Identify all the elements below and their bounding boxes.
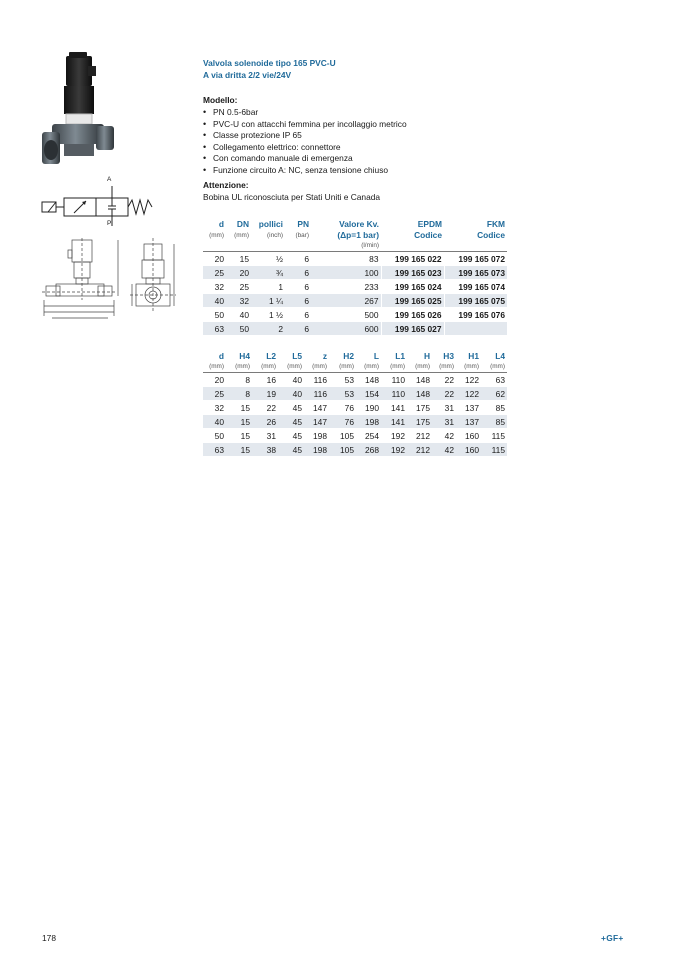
cell: 45: [278, 415, 304, 429]
port-a-label: A: [107, 176, 112, 183]
col-unit: (mm): [432, 362, 456, 373]
cell-code: 199 165 073: [444, 266, 507, 280]
cell: 31: [432, 415, 456, 429]
table-row: [203, 322, 507, 336]
cell: 20: [203, 252, 226, 266]
cell: 25: [203, 266, 226, 280]
cell: 192: [381, 443, 407, 457]
col-header-pn: PN: [297, 219, 309, 229]
col-header-h: H: [423, 351, 430, 361]
cell: 115: [481, 443, 507, 457]
product-title-line1: Valvola solenoide tipo 165 PVC-U: [203, 58, 336, 68]
col-header-kv-sub: (Δp=1 bar): [337, 230, 379, 240]
cell: 148: [356, 373, 381, 387]
order-codes-table: [203, 219, 507, 336]
cell-code: 199 165 027: [381, 322, 444, 336]
table-row: [203, 280, 507, 294]
table-row: [203, 415, 507, 429]
cell: 53: [329, 373, 356, 387]
cell: 45: [278, 401, 304, 415]
cell-code: 199 165 075: [444, 294, 507, 308]
cell-code: 199 165 022: [381, 252, 444, 266]
cell: 6: [285, 252, 311, 266]
cell: 62: [481, 387, 507, 401]
cell: 50: [226, 322, 251, 336]
cell: 6: [285, 266, 311, 280]
cell: 8: [226, 387, 252, 401]
cell: 212: [407, 429, 432, 443]
table-row: [203, 429, 507, 443]
cell: 115: [481, 429, 507, 443]
col-unit: (inch): [267, 232, 283, 239]
cell: 83: [311, 252, 381, 266]
col-unit: (mm): [456, 362, 481, 373]
cell: 15: [226, 252, 251, 266]
col-header-h4: H4: [239, 351, 250, 361]
col-header-h1: H1: [468, 351, 479, 361]
feature-item: • Con comando manuale di emergenza: [203, 153, 407, 165]
cell: 85: [481, 401, 507, 415]
col-unit: (mm): [209, 232, 224, 239]
feature-item: • Funzione circuito A: NC, senza tensione chiuso: [203, 165, 407, 177]
col-unit: (bar): [295, 232, 309, 239]
cell-code: 199 165 023: [381, 266, 444, 280]
cell: 100: [311, 266, 381, 280]
cell: ½: [251, 252, 285, 266]
cell: 19: [252, 387, 278, 401]
cell: 198: [356, 415, 381, 429]
col-unit: (mm): [329, 362, 356, 373]
cell: 40: [203, 415, 226, 429]
cell: 22: [432, 387, 456, 401]
cell: 40: [278, 373, 304, 387]
col-header-d: d: [218, 351, 224, 361]
cell: 6: [285, 308, 311, 322]
cell: 50: [203, 308, 226, 322]
cell: 16: [252, 373, 278, 387]
table-row: [203, 308, 507, 322]
cell: 233: [311, 280, 381, 294]
cell: 15: [226, 443, 252, 457]
valve-photo: [38, 52, 118, 170]
cell: 600: [311, 322, 381, 336]
attention-heading: Attenzione:: [203, 180, 249, 190]
col-header-fkm: FKM: [486, 219, 505, 229]
cell: 116: [304, 387, 329, 401]
table-row: [203, 373, 507, 387]
cell: 147: [304, 401, 329, 415]
cell: 40: [226, 308, 251, 322]
cell: 32: [203, 280, 226, 294]
cell: 110: [381, 387, 407, 401]
cell: 175: [407, 415, 432, 429]
cell: 31: [432, 401, 456, 415]
feature-item: • Collegamento elettrico: connettore: [203, 142, 407, 154]
table-row: [203, 266, 507, 280]
col-header-l: L: [373, 351, 379, 361]
product-title: [203, 58, 336, 81]
dimensions-table: [203, 351, 507, 457]
col-header-z: z: [322, 351, 327, 361]
cell: 122: [456, 373, 481, 387]
port-p-label: P: [107, 220, 112, 227]
cell: 76: [329, 401, 356, 415]
cell: 63: [203, 322, 226, 336]
cell: 190: [356, 401, 381, 415]
cell: 6: [285, 322, 311, 336]
col-header-l4: L4: [495, 351, 505, 361]
feature-item: • PVC-U con attacchi femmina per incollaggio metrico: [203, 119, 407, 131]
cell: 8: [226, 373, 252, 387]
cell: 15: [226, 415, 252, 429]
cell: 160: [456, 429, 481, 443]
attention-text: Bobina UL riconosciuta per Stati Uniti e Canada: [203, 192, 381, 202]
feature-item: • PN 0.5-6bar: [203, 107, 407, 119]
cell-code: 199 165 076: [444, 308, 507, 322]
col-header-l1: L1: [395, 351, 405, 361]
col-unit: (mm): [252, 362, 278, 373]
col-header-epdm-sub: Codice: [414, 230, 442, 240]
cell: 25: [226, 280, 251, 294]
cell: 154: [356, 387, 381, 401]
cell: 110: [381, 373, 407, 387]
col-unit: (mm): [407, 362, 432, 373]
col-header-epdm: EPDM: [417, 219, 442, 229]
cell-code: 199 165 072: [444, 252, 507, 266]
cell: 122: [456, 387, 481, 401]
cell: 26: [252, 415, 278, 429]
table-row: [203, 387, 507, 401]
col-unit: (mm): [234, 232, 249, 239]
cell: 76: [329, 415, 356, 429]
cell: 198: [304, 429, 329, 443]
page-number: 178: [42, 933, 56, 943]
cell: 175: [407, 401, 432, 415]
gf-logo: +GF+: [601, 933, 624, 943]
cell: 40: [203, 294, 226, 308]
col-header-kv: Valore Kv.: [339, 219, 379, 229]
cell: 105: [329, 429, 356, 443]
cell: 147: [304, 415, 329, 429]
valve-symbol-diagram: [38, 176, 158, 232]
col-header-l5: L5: [292, 351, 302, 361]
col-header-h3: H3: [443, 351, 454, 361]
cell: 141: [381, 401, 407, 415]
cell: 137: [456, 401, 481, 415]
cell: 2: [251, 322, 285, 336]
cell: 148: [407, 387, 432, 401]
col-header-dn: DN: [236, 219, 249, 229]
cell: 53: [329, 387, 356, 401]
cell: 20: [203, 373, 226, 387]
cell-code: 199 165 025: [381, 294, 444, 308]
feature-item: • Classe protezione IP 65: [203, 130, 407, 142]
cell: 25: [203, 387, 226, 401]
cell: 6: [285, 280, 311, 294]
cell: 192: [381, 429, 407, 443]
cell: 63: [481, 373, 507, 387]
col-unit: (mm): [381, 362, 407, 373]
cell: 42: [432, 443, 456, 457]
col-unit: (mm): [226, 362, 252, 373]
cell: 50: [203, 429, 226, 443]
product-title-line2: A via dritta 2/2 vie/24V: [203, 69, 292, 80]
cell-code: 199 165 026: [381, 308, 444, 322]
cell: 45: [278, 443, 304, 457]
cell: 268: [356, 443, 381, 457]
cell: 148: [407, 373, 432, 387]
cell: 32: [226, 294, 251, 308]
cell: 32: [203, 401, 226, 415]
cell: 198: [304, 443, 329, 457]
cell: 22: [432, 373, 456, 387]
cell: 1: [251, 280, 285, 294]
cell: 141: [381, 415, 407, 429]
cell: 1 ¼: [251, 294, 285, 308]
table-row: [203, 252, 507, 266]
cell: 116: [304, 373, 329, 387]
dimension-drawing: [38, 236, 180, 324]
col-header-h2: H2: [343, 351, 354, 361]
table-row: [203, 294, 507, 308]
col-unit: (mm): [278, 362, 304, 373]
cell-code: [444, 322, 507, 336]
cell: 20: [226, 266, 251, 280]
cell: 1 ½: [251, 308, 285, 322]
cell: 254: [356, 429, 381, 443]
cell: 85: [481, 415, 507, 429]
cell: 45: [278, 429, 304, 443]
table-row: [203, 401, 507, 415]
cell: 38: [252, 443, 278, 457]
cell: 6: [285, 294, 311, 308]
col-unit: (mm): [356, 362, 381, 373]
cell: 105: [329, 443, 356, 457]
col-header-d: d: [218, 219, 224, 229]
cell: 212: [407, 443, 432, 457]
cell: 40: [278, 387, 304, 401]
col-unit: (mm): [481, 362, 507, 373]
cell: 500: [311, 308, 381, 322]
col-unit: (mm): [203, 362, 226, 373]
cell-code: 199 165 074: [444, 280, 507, 294]
cell: 15: [226, 429, 252, 443]
cell: 31: [252, 429, 278, 443]
col-header-pollici: pollici: [258, 219, 283, 229]
cell: 42: [432, 429, 456, 443]
cell-code: 199 165 024: [381, 280, 444, 294]
cell: 160: [456, 443, 481, 457]
cell: 267: [311, 294, 381, 308]
model-features-list: [203, 107, 407, 176]
cell: 63: [203, 443, 226, 457]
cell: 15: [226, 401, 252, 415]
col-header-l2: L2: [266, 351, 276, 361]
col-header-fkm-sub: Codice: [477, 230, 505, 240]
model-heading: Modello:: [203, 95, 238, 105]
cell: 22: [252, 401, 278, 415]
cell: 137: [456, 415, 481, 429]
col-unit: (mm): [304, 362, 329, 373]
cell: ¾: [251, 266, 285, 280]
col-unit-kv: (l/min): [311, 241, 381, 252]
table-row: [203, 443, 507, 457]
